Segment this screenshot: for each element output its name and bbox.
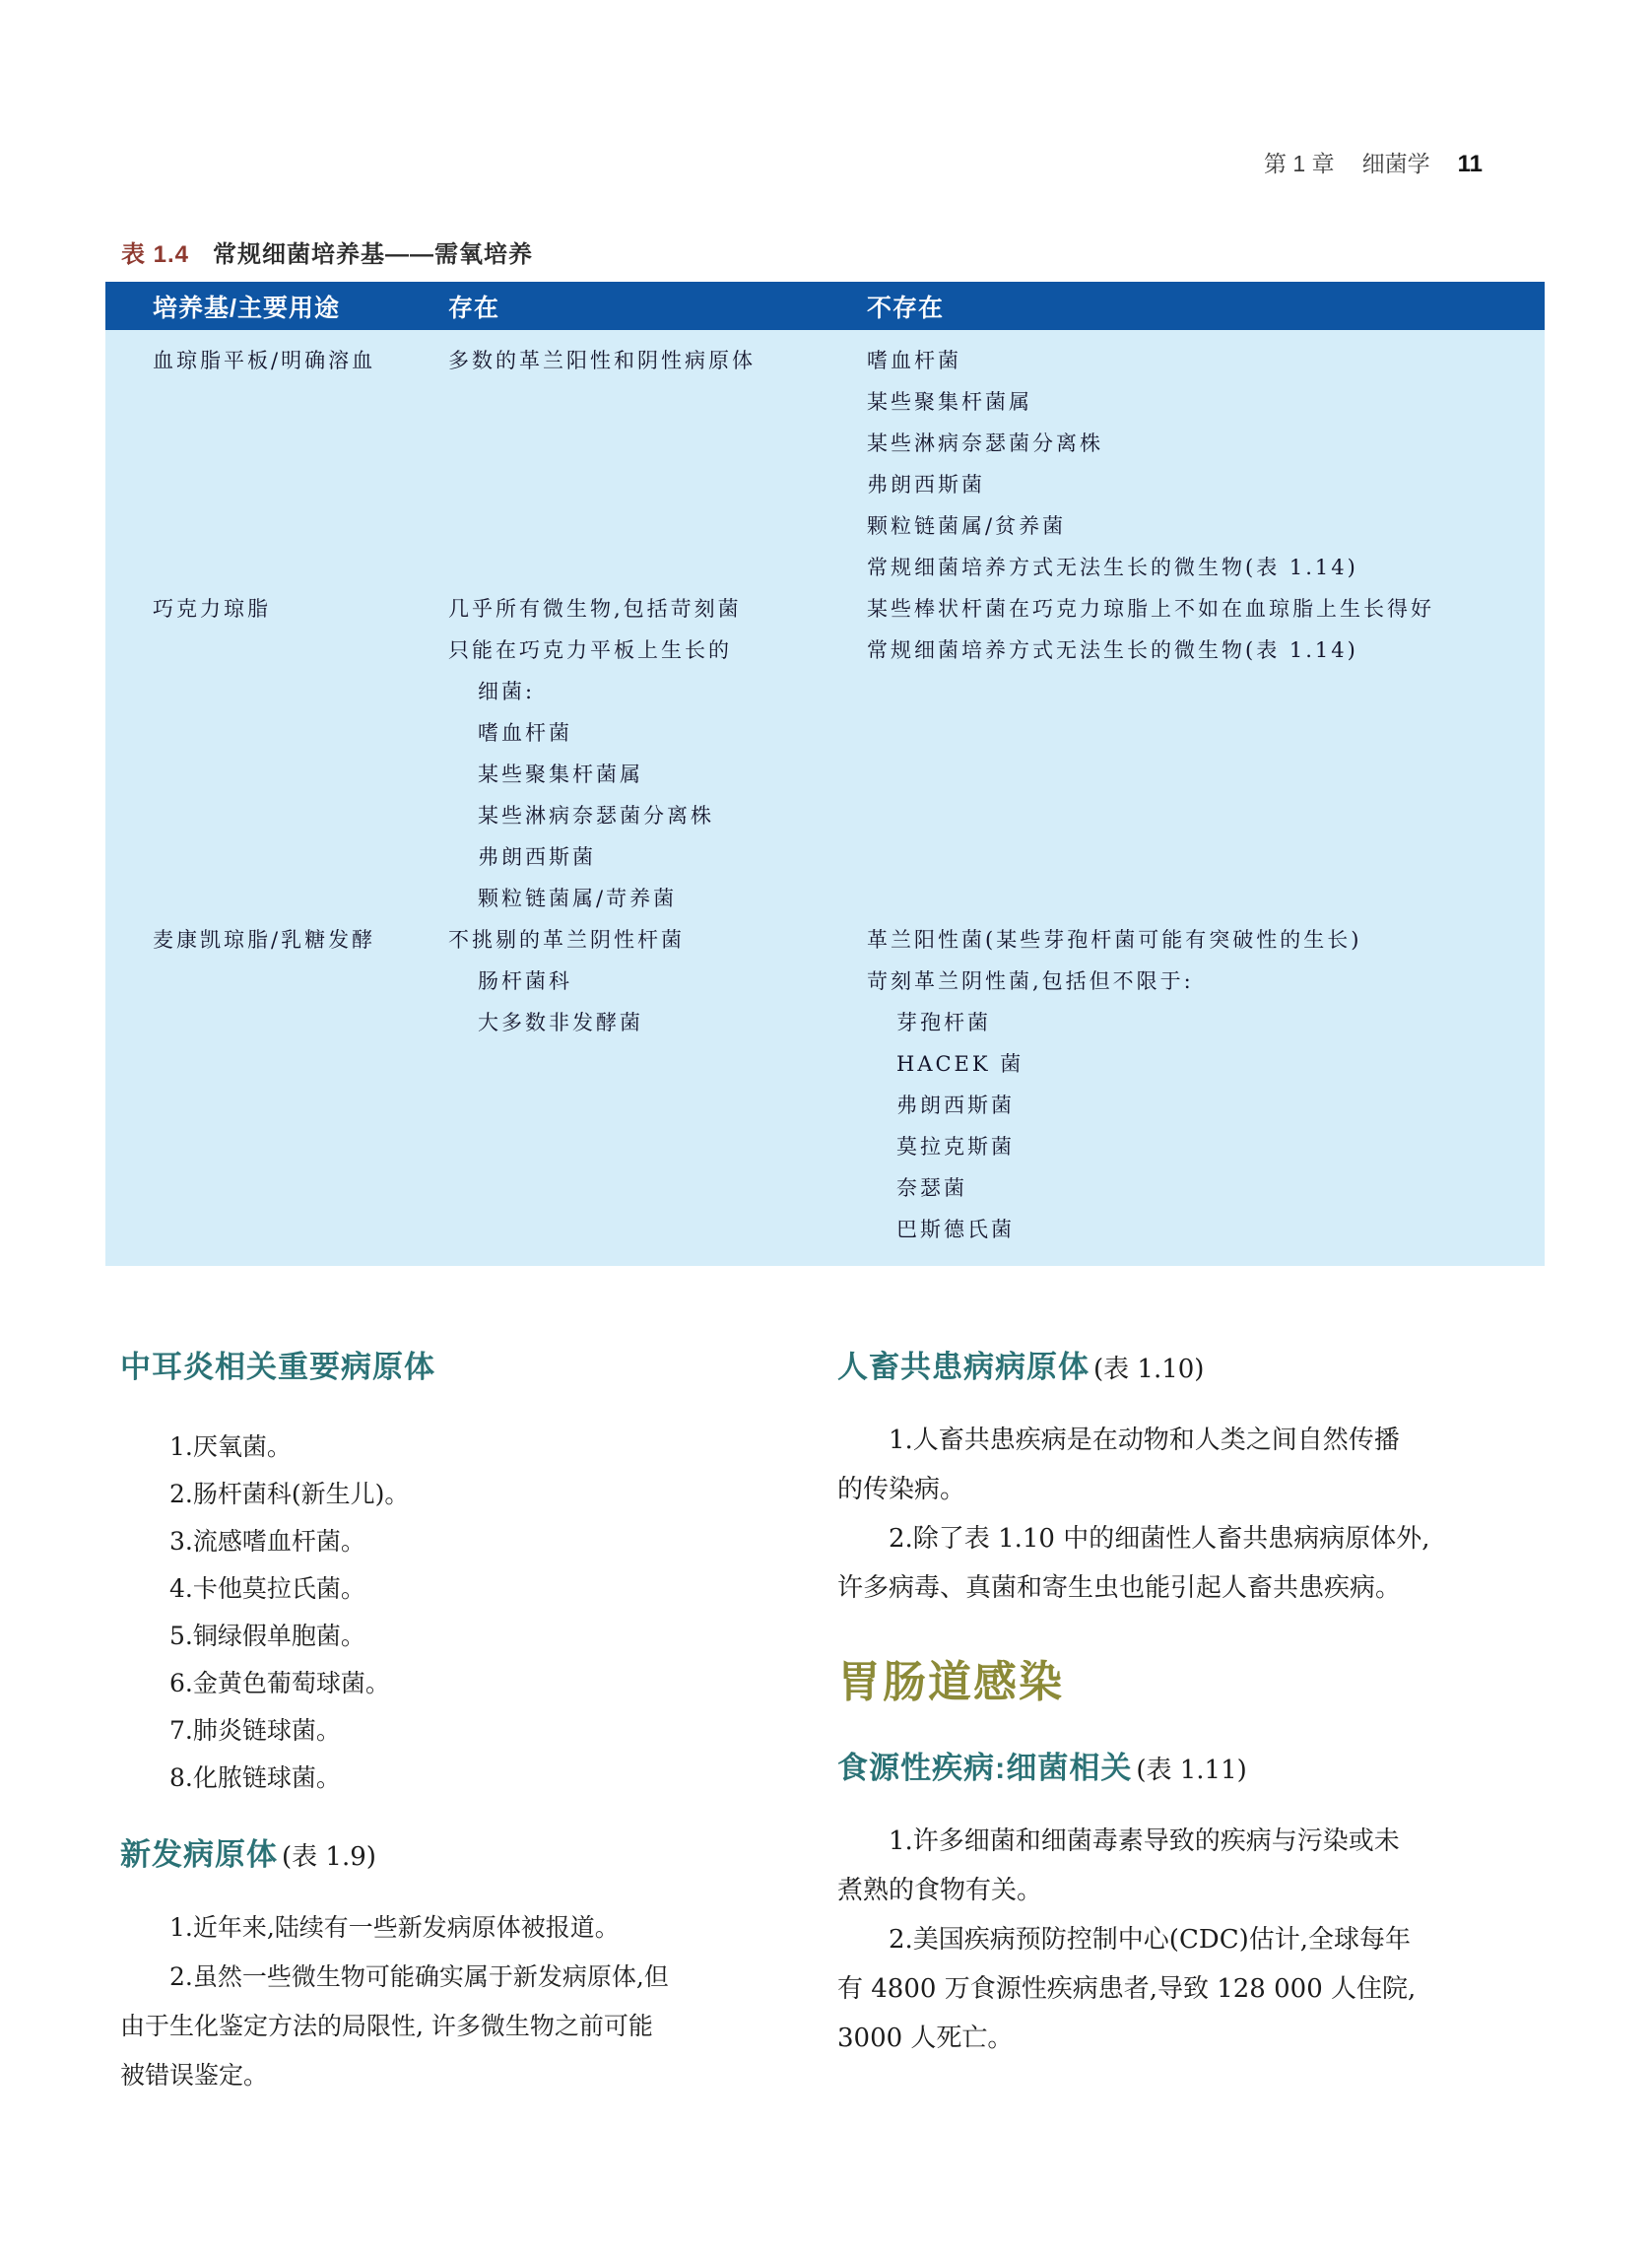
foodborne-paragraphs bbox=[837, 1817, 1545, 2063]
zoonotic-section-heading bbox=[837, 1342, 1545, 1386]
absent-cell bbox=[867, 588, 1545, 919]
table-cell-line: 只能在巧克力平板上生长的 bbox=[448, 638, 732, 662]
otitis-heading-text: 中耳炎相关重要病原体 bbox=[120, 1350, 435, 1384]
table-row bbox=[105, 588, 1545, 919]
paragraph-line: 被错误鉴定。 bbox=[120, 2061, 269, 2090]
list-item: 3.流感嗜血杆菌。 bbox=[169, 1527, 365, 1556]
table-body bbox=[105, 330, 1545, 1266]
table-cell-line: 颗粒链菌属/贫养菌 bbox=[867, 514, 1067, 538]
table-caption bbox=[121, 234, 1545, 269]
table-header-row bbox=[105, 282, 1545, 330]
page-number: 11 bbox=[1457, 151, 1483, 177]
column-header-medium: 培养基/主要用途 bbox=[153, 294, 340, 322]
paragraph-line: 3000 人死亡。 bbox=[837, 2024, 1014, 2053]
table-cell-line: 大多数非发酵菌 bbox=[478, 1011, 643, 1034]
list-item: 8.化脓链球菌。 bbox=[169, 1763, 341, 1792]
column-header-absent: 不存在 bbox=[867, 294, 945, 322]
table-cell-line: 奈瑟菌 bbox=[896, 1176, 967, 1200]
paragraph bbox=[837, 1817, 1545, 1915]
table-row bbox=[105, 340, 1545, 588]
otitis-pathogen-list bbox=[120, 1424, 660, 1802]
zoonotic-paragraphs bbox=[837, 1416, 1545, 1613]
paragraph-line: 1.近年来,陆续有一些新发病原体被报道。 bbox=[169, 1913, 620, 1942]
gi-infection-heading: 胃肠道感染 bbox=[837, 1657, 1064, 1707]
table-cell-line: 常规细菌培养方式无法生长的微生物(表 1.14) bbox=[867, 638, 1358, 662]
table-cell-line: 弗朗西斯菌 bbox=[867, 473, 985, 497]
table-row bbox=[105, 919, 1545, 1250]
present-cell bbox=[448, 919, 867, 1250]
culture-media-table-block bbox=[105, 234, 1545, 1266]
table-cell-line: 几乎所有微生物,包括苛刻菌 bbox=[448, 597, 742, 621]
paragraph-line: 许多病毒、真菌和寄生虫也能引起人畜共患疾病。 bbox=[837, 1573, 1402, 1603]
culture-media-table bbox=[105, 282, 1545, 1266]
table-cell-line: 莫拉克斯菌 bbox=[896, 1135, 1015, 1159]
table-cell-line: 芽孢杆菌 bbox=[896, 1011, 991, 1034]
paragraph-line: 1.许多细菌和细菌毒素导致的疾病与污染或未 bbox=[889, 1826, 1400, 1856]
table-cell-line: 颗粒链菌属/苛养菌 bbox=[478, 887, 678, 910]
medium-cell bbox=[105, 340, 448, 588]
column-header-present: 存在 bbox=[448, 294, 500, 322]
list-item: 2.肠杆菌科(新生儿)。 bbox=[169, 1480, 410, 1508]
present-cell bbox=[448, 340, 867, 588]
table-cell-line: 血琼脂平板/明确溶血 bbox=[153, 349, 376, 372]
table-cell-line: 某些聚集杆菌属 bbox=[478, 763, 643, 786]
list-item: 6.金黄色葡萄球菌。 bbox=[169, 1669, 390, 1697]
table-cell-line: 麦康凯琼脂/乳糖发酵 bbox=[153, 928, 376, 952]
list-item: 1.厌氧菌。 bbox=[169, 1432, 292, 1461]
medium-cell bbox=[105, 588, 448, 919]
zoonotic-heading-ref: (表 1.10) bbox=[1093, 1355, 1205, 1384]
table-cell-line: 细菌: bbox=[478, 680, 536, 703]
chapter-label: 第 1 章 bbox=[1264, 151, 1335, 176]
table-cell-line: HACEK 菌 bbox=[896, 1052, 1024, 1076]
list-item: 5.铜绿假单胞菌。 bbox=[169, 1622, 365, 1650]
emerging-section-heading bbox=[120, 1829, 660, 1874]
table-cell-line: 多数的革兰阳性和阴性病原体 bbox=[448, 349, 756, 372]
paragraph bbox=[837, 1915, 1545, 2063]
table-cell-line: 巧克力琼脂 bbox=[153, 597, 271, 621]
table-cell-line: 某些聚集杆菌属 bbox=[867, 390, 1032, 414]
emerging-heading-text: 新发病原体 bbox=[120, 1837, 278, 1872]
table-cell-line: 肠杆菌科 bbox=[478, 969, 572, 993]
paragraph-line: 2.美国疾病预防控制中心(CDC)估计,全球每年 bbox=[889, 1925, 1411, 1955]
left-column bbox=[120, 1342, 669, 2100]
paragraph-line: 的传染病。 bbox=[837, 1475, 966, 1504]
table-cell-line: 苛刻革兰阴性菌,包括但不限于: bbox=[867, 969, 1194, 993]
table-cell-line: 巴斯德氏菌 bbox=[896, 1218, 1015, 1241]
table-title: 常规细菌培养基——需氧培养 bbox=[213, 241, 534, 268]
paragraph bbox=[837, 1514, 1545, 1613]
table-cell-line: 嗜血杆菌 bbox=[478, 721, 572, 745]
table-cell-line: 某些淋病奈瑟菌分离株 bbox=[867, 431, 1103, 455]
table-cell-line: 嗜血杆菌 bbox=[867, 349, 961, 372]
table-cell-line: 不挑剔的革兰阴性杆菌 bbox=[448, 928, 685, 952]
paragraph-line: 有 4800 万食源性疾病患者,导致 128 000 人住院, bbox=[837, 1974, 1417, 2004]
list-item: 7.肺炎链球菌。 bbox=[169, 1716, 341, 1745]
paragraph-line: 2.除了表 1.10 中的细菌性人畜共患病病原体外, bbox=[889, 1524, 1430, 1554]
table-cell-line: 常规细菌培养方式无法生长的微生物(表 1.14) bbox=[867, 556, 1358, 579]
paragraph-line: 由于生化鉴定方法的局限性, 许多微生物之前可能 bbox=[120, 2012, 653, 2040]
absent-cell bbox=[867, 919, 1545, 1250]
table-cell-line: 弗朗西斯菌 bbox=[478, 845, 596, 869]
absent-cell bbox=[867, 340, 1545, 588]
present-cell bbox=[448, 588, 867, 919]
medium-cell bbox=[105, 919, 448, 1250]
section-label: 细菌学 bbox=[1361, 151, 1430, 176]
paragraph bbox=[837, 1416, 1545, 1514]
foodborne-section-heading bbox=[837, 1743, 1545, 1787]
list-item: 4.卡他莫拉氏菌。 bbox=[169, 1574, 365, 1603]
emerging-paragraphs bbox=[120, 1903, 669, 2100]
paragraph-line: 2.虽然一些微生物可能确实属于新发病原体,但 bbox=[169, 1962, 669, 1991]
table-cell-line: 弗朗西斯菌 bbox=[896, 1094, 1015, 1117]
table-cell-line: 革兰阳性菌(某些芽孢杆菌可能有突破性的生长) bbox=[867, 928, 1362, 952]
paragraph bbox=[120, 1903, 660, 1953]
table-label: 表 1.4 bbox=[121, 241, 190, 268]
table-cell-line: 某些棒状杆菌在巧克力琼脂上不如在血琼脂上生长得好 bbox=[867, 597, 1434, 621]
foodborne-heading-text: 食源性疾病:细菌相关 bbox=[837, 1751, 1133, 1785]
foodborne-heading-ref: (表 1.11) bbox=[1136, 1756, 1247, 1785]
zoonotic-heading-text: 人畜共患病病原体 bbox=[837, 1350, 1090, 1384]
table-cell-line: 某些淋病奈瑟菌分离株 bbox=[478, 804, 714, 828]
paragraph-line: 煮熟的食物有关。 bbox=[837, 1876, 1043, 1905]
page-header bbox=[1264, 146, 1483, 178]
otitis-section-heading bbox=[120, 1342, 660, 1386]
right-column bbox=[837, 1342, 1545, 2063]
emerging-heading-ref: (表 1.9) bbox=[282, 1842, 376, 1872]
paragraph-line: 1.人畜共患疾病是在动物和人类之间自然传播 bbox=[889, 1426, 1400, 1455]
paragraph bbox=[120, 1953, 669, 2100]
